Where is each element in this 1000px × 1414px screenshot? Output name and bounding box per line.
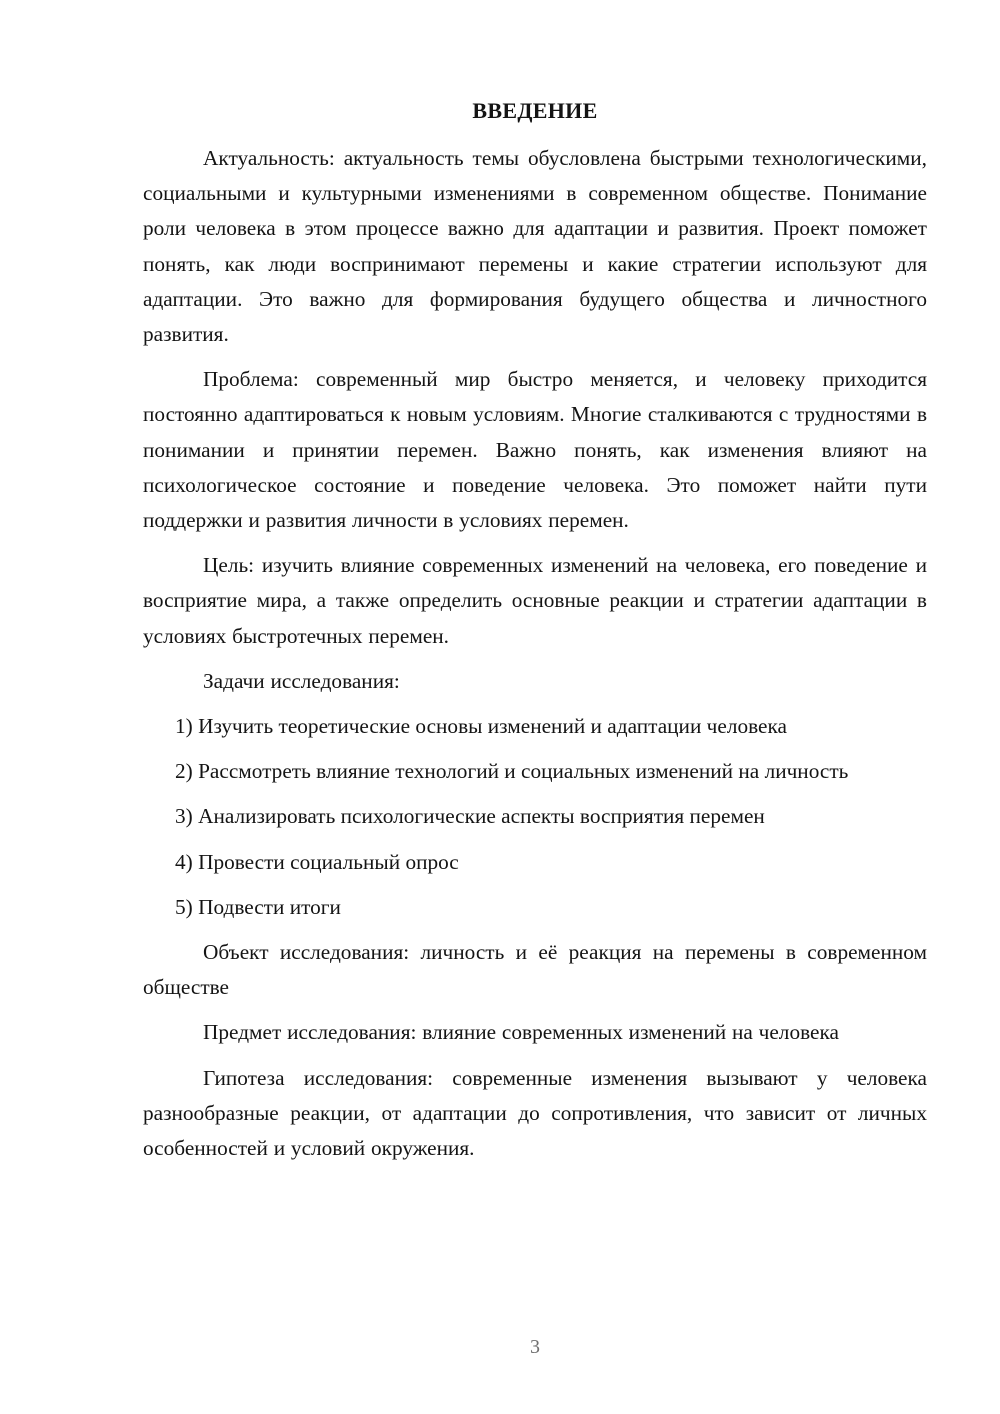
problem-paragraph: Проблема: современный мир быстро меняется, и человеку приходится постоянно адаптироваться к новым условиям. Многие сталкиваются с трудностями в понимании и принятии перемен. Важно понять, как изменения влияют на психологическое состояние и поведение человека. Это поможет найти пути поддержки и развития личности в условиях перемен. [143, 367, 927, 533]
goal-paragraph: Цель: изучить влияние современных изменений на человека, его поведение и восприятие мира, а также определить основные реакции и стратегии адаптации в условиях быстротечных перемен. [143, 553, 927, 648]
page-content [143, 96, 927, 1176]
tasks-heading: Задачи исследования: [203, 668, 400, 693]
task-item-4: 4) Провести социальный опрос [175, 849, 459, 874]
relevance-paragraph: Актуальность: актуальность темы обусловлена быстрыми технологическими, социальными и культурными изменениями в современном обществе. Понимание роли человека в этом процессе важно для адаптации и развития. Проект поможет понять, как люди воспринимают перемены и какие стратегии используют для адаптации. Это важно для формирования будущего общества и личностного развития. [143, 146, 927, 347]
section-title: ВВЕДЕНИЕ [472, 98, 598, 123]
hypothesis-paragraph: Гипотеза исследования: современные изменения вызывают у человека разнообразные реакции, от адаптации до сопротивления, что зависит от личных особенностей и условий окружения. [143, 1065, 927, 1161]
object-paragraph: Объект исследования: личность и её реакция на перемены в современном обществе [143, 940, 927, 1000]
task-item-3: 3) Анализировать психологические аспекты восприятия перемен [175, 804, 765, 829]
page-number: 3 [530, 1336, 540, 1358]
task-item-2: 2) Рассмотреть влияние технологий и социальных изменений на личность [175, 759, 849, 784]
task-item-1: 1) Изучить теоретические основы изменений и адаптации человека [175, 714, 787, 739]
task-item-5: 5) Подвести итоги [175, 894, 341, 919]
subject-paragraph: Предмет исследования: влияние современных изменений на человека [203, 1020, 839, 1045]
